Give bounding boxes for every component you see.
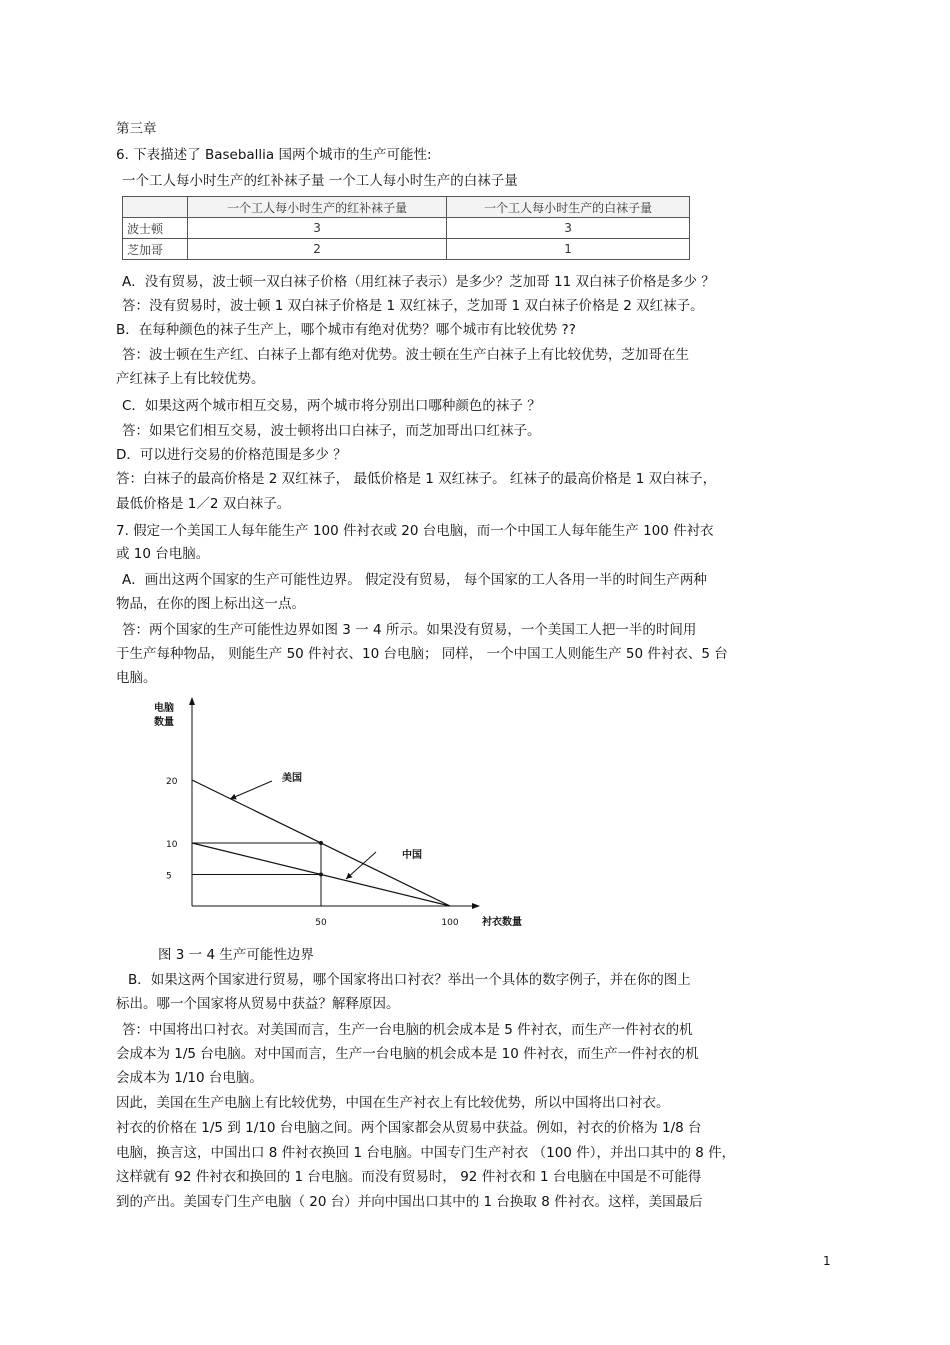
text-line: 答：白袜子的最高价格是 2 双红袜子， 最低价格是 1 双红袜子。 红袜子的最高价格是 1 双白袜子， [116,471,717,487]
y-axis-arrow [189,697,195,705]
text-line: 会成本为 1/10 台电脑。 [116,1070,263,1086]
y-tick-label: 20 [166,777,178,787]
text-line: A．没有贸易，波士顿一双白袜子价格（用红袜子表示）是多少？芝加哥 11 双白袜子价格是多少 ？ [122,274,715,290]
text-line: 6. 下表描述了 Baseballia 国两个城市的生产可能性: [116,147,432,163]
table-cell: 2 [188,239,447,260]
table-cell: 1 [447,239,690,260]
text-line: 7. 假定一个美国工人每年能生产 100 件衬衣或 20 台电脑，而一个中国工人每年能生产 100 件衬衣 [116,523,714,539]
table-cell: 芝加哥 [123,239,188,260]
ppf-chart [150,695,550,940]
y-axis-label: 电脑 [154,703,174,714]
y-tick-label: 10 [166,840,178,850]
x-tick-label: 100 [441,918,459,928]
text-line: 答：没有贸易时，波士顿 1 双白袜子价格是 1 双红袜子，芝加哥 1 双白袜子价格是 2 双红袜子。 [122,298,704,314]
series-label: 中国 [402,850,422,861]
text-line: B．如果这两个国家进行贸易，哪个国家将出口衬衣？举出一个具体的数字例子，并在你的图上 [128,972,691,988]
table-row [123,218,690,239]
table-row [123,239,690,260]
x-axis-label: 衬衣数量 [482,917,522,928]
text-line: 电脑，换言这，中国出口 8 件衬衣换回 1 台电脑。中国专门生产衬衣 （100 件），并出口其中的 8 件， [116,1145,736,1161]
text-line: D．可以进行交易的价格范围是多少 ？ [116,447,347,463]
table-cell: 3 [447,218,690,239]
table-cell: 波士顿 [123,218,188,239]
text-line: 这样就有 92 件衬衣和换回的 1 台电脑。而没有贸易时， 92 件衬衣和 1 台电脑在中国是不可能得 [116,1169,702,1185]
leader-line [230,781,272,799]
table-header-row [123,197,690,218]
text-line: A．画出这两个国家的生产可能性边界。 假定没有贸易， 每个国家的工人各用一半的时间生产两种 [122,572,707,588]
text-line: 会成本为 1/5 台电脑。对中国而言，生产一台电脑的机会成本是 10 件衬衣，而生产一件衬衣的机 [116,1046,699,1062]
table-cell: 一个工人每小时生产的白袜子量 [447,197,690,218]
page-number: 1 [823,1254,831,1268]
table-cell: 一个工人每小时生产的红补袜子量 [188,197,447,218]
text-line: C．如果这两个城市相互交易，两个城市将分别出口哪种颜色的袜子 ？ [122,398,541,414]
text-line: 衬衣的价格在 1/5 到 1/10 台电脑之间。两个国家都会从贸易中获益。例如，衬衣的价格为 1/8 台 [116,1120,702,1136]
text-line: 答：两个国家的生产可能性边界如图 3 一 4 所示。如果没有贸易，一个美国工人把一半的时间用 [122,622,697,638]
figure-caption: 图 3 一 4 生产可能性边界 [158,947,314,963]
text-line: 答：波士顿在生产红、白袜子上都有绝对优势。波士顿在生产白袜子上有比较优势，芝加哥在生 [122,347,689,363]
table-cell [123,197,188,218]
chapter-title: 第三章 [116,121,157,137]
y-axis-label: 数量 [154,717,174,728]
text-line: 或 10 台电脑。 [116,546,210,562]
text-line: 于生产每种物品， 则能生产 50 件衬衣、10 台电脑； 同样， 一个中国工人则能生产 50 件衬衣、5 台 [116,646,728,662]
text-line: 物品，在你的图上标出这一点。 [116,596,305,612]
leader-line [346,852,376,879]
text-line: 答：中国将出口衬衣。对美国而言，生产一台电脑的机会成本是 5 件衬衣，而生产一件衬衣的机 [122,1022,693,1038]
text-line: 因此，美国在生产电脑上有比较优势，中国在生产衬衣上有比较优势，所以中国将出口衬衣。 [116,1095,670,1111]
text-line: 一个工人每小时生产的红补袜子量 一个工人每小时生产的白袜子量 [122,173,518,189]
production-table [122,196,690,260]
text-line: 到的产出。美国专门生产电脑（ 20 台）并向中国出口其中的 1 台换取 8 件衬衣。这样，美国最后 [116,1194,703,1210]
text-line: 标出。哪一个国家将从贸易中获益？解释原因。 [116,996,400,1012]
x-tick-label: 50 [315,918,327,928]
text-line: 电脑。 [116,670,157,686]
x-axis-arrow [472,903,480,909]
series-label: 美国 [282,773,302,784]
text-line: 最低价格是 1／2 双白袜子。 [116,496,291,512]
text-line: 答：如果它们相互交易，波士顿将出口白袜子，而芝加哥出口红袜子。 [122,423,541,439]
table-cell: 3 [188,218,447,239]
text-line: B．在每种颜色的袜子生产上，哪个城市有绝对优势？哪个城市有比较优势 ?? [116,322,576,338]
text-line: 产红袜子上有比较优势。 [116,371,265,387]
y-tick-label: 5 [166,871,172,882]
